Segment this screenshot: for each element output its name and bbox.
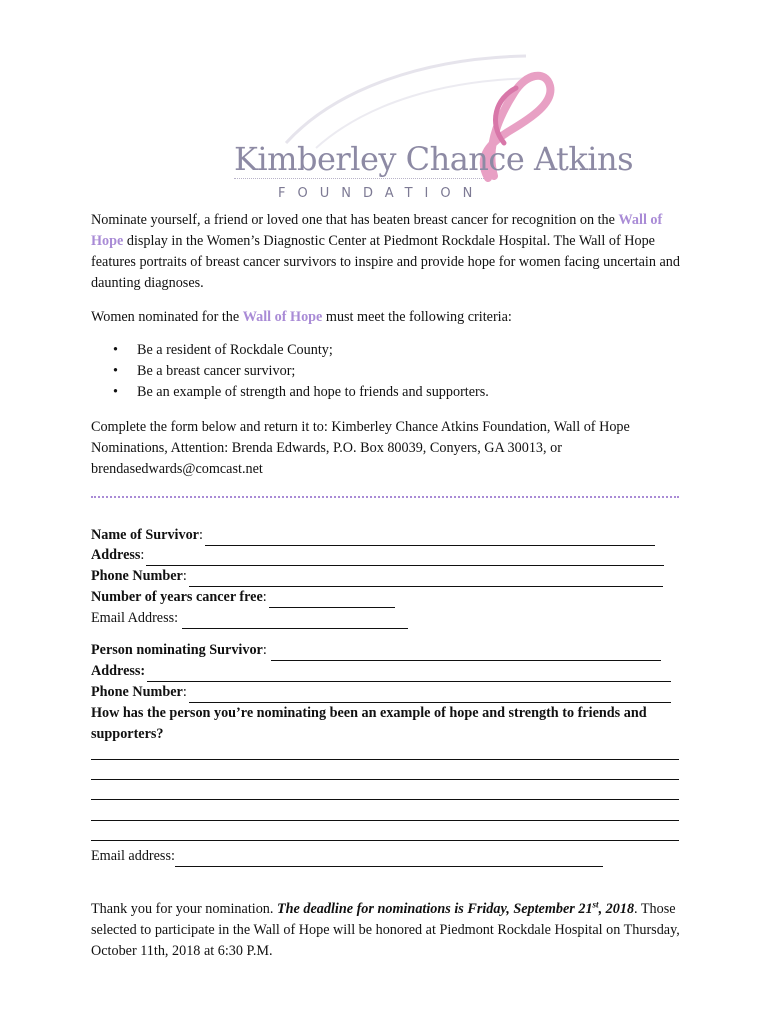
- thanks-text: Thank you for your nomination.: [91, 901, 277, 917]
- logo-divider: [234, 178, 484, 179]
- instructions-paragraph: Complete the form below and return it to: Kimberley Chance Atkins Foundation, Wall of Hope Nominations, Attention: Brenda Edwards, P.O. Box 80039, Conyers, GA 30013, or brendasedwards@comcast.net: [91, 419, 630, 477]
- nominator-field[interactable]: Person nominating Survivor :: [91, 640, 661, 661]
- address-field[interactable]: Address :: [91, 545, 664, 566]
- address-label: Address: [91, 547, 141, 563]
- survivor-name-field[interactable]: Name of Survivor :: [91, 525, 655, 546]
- nominator-phone-label: Phone Number: [91, 684, 183, 700]
- nominator-address-label: Address:: [91, 663, 146, 679]
- answer-line[interactable]: [91, 799, 679, 800]
- criteria-list: [91, 340, 489, 403]
- nominator-line[interactable]: [271, 645, 661, 661]
- phone-label: Phone Number: [91, 568, 183, 584]
- criteria-text-a: Women nominated for the: [91, 309, 243, 325]
- years-free-label: Number of years cancer free: [91, 589, 263, 605]
- years-free-line[interactable]: [269, 592, 395, 608]
- deadline-suffix: st: [592, 899, 599, 910]
- survivor-name-line[interactable]: [205, 530, 655, 546]
- foundation-logo: [226, 48, 633, 208]
- nominator-email-label: Email address:: [91, 848, 175, 864]
- wall-of-hope-highlight-2: Wall of Hope: [242, 309, 323, 325]
- list-item: • Be an example of strength and hope to friends and supporters.: [91, 382, 489, 403]
- deadline-main: The deadline for nominations is Friday, September 21: [276, 901, 593, 917]
- dotted-separator: [91, 496, 679, 502]
- closing-rest: Those selected to participate in the Wall of Hope will be honored at Piedmont Rockdale Hospital on Thursday, October 11th, 2018 at 6:30 P.M.: [91, 901, 680, 959]
- intro-text-b: display in the Women’s Diagnostic Center at Piedmont Rockdale Hospital. The Wall of Hope features portraits of breast cancer survivors to inspire and provide hope for women facing uncertain and daunting diagnoses.: [91, 233, 680, 291]
- years-free-field[interactable]: Number of years cancer free :: [91, 587, 395, 608]
- intro-paragraph: [91, 210, 691, 294]
- pink-ribbon-icon: [226, 48, 571, 208]
- survivor-name-label: Name of Survivor: [91, 527, 199, 543]
- nominator-address-field[interactable]: [91, 661, 671, 682]
- logo-name: Kimberley Chance Atkins: [234, 140, 633, 178]
- closing-paragraph: [91, 899, 686, 962]
- list-item: • Be a resident of Rockdale County;: [91, 340, 489, 361]
- nomination-question: How has the person you’re nominating been an example of hope and strength to friends and supporters?: [91, 705, 647, 742]
- answer-line[interactable]: [91, 759, 679, 760]
- logo-subtitle: FOUNDATION: [278, 186, 485, 201]
- nominator-email-line[interactable]: [175, 851, 603, 867]
- answer-line[interactable]: [91, 820, 679, 821]
- email-label: Email Address:: [91, 610, 179, 626]
- nominator-label: Person nominating Survivor: [91, 642, 263, 658]
- nominator-address-line[interactable]: [147, 666, 671, 682]
- address-line[interactable]: [146, 550, 664, 566]
- email-field[interactable]: [91, 608, 408, 629]
- intro-text-a: Nominate yourself, a friend or loved one that has beaten breast cancer for recognition on the: [91, 212, 615, 228]
- nominator-phone-field[interactable]: Phone Number :: [91, 682, 671, 703]
- email-line[interactable]: [182, 613, 408, 629]
- list-item: • Be a breast cancer survivor;: [91, 361, 489, 382]
- wall-of-hope-highlight: Wall of Hope: [91, 212, 663, 249]
- nominator-phone-line[interactable]: [189, 687, 671, 703]
- deadline-text: [277, 901, 634, 917]
- deadline-period: .: [634, 901, 638, 917]
- criteria-intro: [91, 307, 691, 328]
- criteria-text-b: must meet the following criteria:: [322, 309, 512, 325]
- answer-line[interactable]: [91, 779, 679, 780]
- phone-line[interactable]: [189, 571, 663, 587]
- answer-line[interactable]: [91, 840, 679, 841]
- phone-field[interactable]: Phone Number :: [91, 566, 663, 587]
- deadline-year: , 2018: [598, 901, 635, 917]
- nominator-email-field[interactable]: [91, 846, 603, 867]
